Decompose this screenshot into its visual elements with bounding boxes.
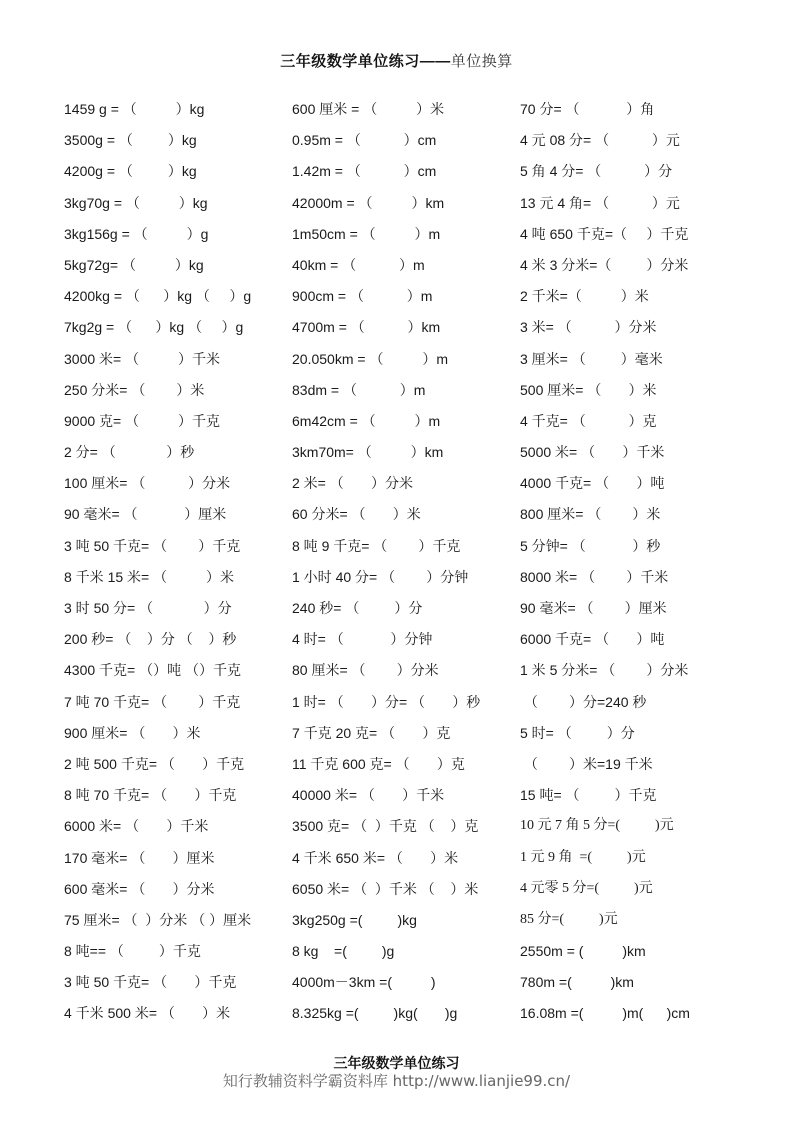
exercise-item: 4700m = （ ）km: [292, 319, 441, 336]
footer-title: 三年级数学单位练习: [333, 1055, 460, 1071]
exercise-item: 20.050km = （ ）m: [292, 350, 448, 367]
exercise-item: 3 吨 50 千克= （ ）千克: [64, 974, 237, 991]
exercise-item: 1 元 9 角 =( )元: [520, 849, 646, 865]
exercise-item: 3 吨 50 千克= （ ）千克: [64, 537, 241, 554]
title-sub: 单位换算: [450, 52, 513, 70]
exercise-item: 7kg2g = （ ）kg （ ）g: [64, 319, 244, 336]
exercise-item: 3km70m= （ ）km: [292, 444, 444, 461]
exercise-item: 3500 克= （ ）千克 （ ）克: [292, 818, 479, 835]
exercise-item: 2 米= （ ）分米: [292, 475, 413, 492]
exercise-grid: [64, 98, 748, 1034]
exercise-item: 2 千米=（ ）米: [520, 288, 649, 305]
exercise-item: 600 毫米= （ ）分米: [64, 880, 215, 897]
exercise-item: 800 厘米= （ ）米: [520, 506, 661, 523]
exercise-item: 4 元零 5 分=( )元: [520, 880, 653, 896]
exercise-item: 1459 g = （ ）kg: [64, 101, 205, 117]
exercise-item: 42000m = （ ）km: [292, 194, 445, 211]
exercise-item: 60 分米= （ ）米: [292, 506, 421, 523]
exercise-item: 6m42cm = （ ）m: [292, 412, 441, 429]
exercise-item: 6050 米= （ ）千米 （ ）米: [292, 880, 479, 897]
exercise-item: 4300 千克= （）吨 （）千克: [64, 662, 241, 679]
exercise-item: 1.42m = （ ）cm: [292, 163, 437, 180]
exercise-item: 4 吨 650 千克=（ ）千克: [520, 225, 689, 242]
exercise-item: （ ）分=240 秒: [520, 693, 647, 710]
exercise-item: 3000 米= （ ）千米: [64, 350, 220, 367]
exercise-item: 3kg70g = （ ）kg: [64, 194, 208, 211]
exercise-item: 83dm = （ ）m: [292, 381, 426, 398]
exercise-item: 8.325kg =( )kg( )g: [292, 1005, 458, 1022]
exercise-item: 4000 千克= （ ）吨: [520, 475, 665, 492]
exercise-item: 2 吨 500 千克= （ ）千克: [64, 755, 245, 772]
exercise-item: 3500g = （ ）kg: [64, 132, 197, 149]
exercise-item: 4000m－3km =( ): [292, 974, 436, 991]
exercise-item: 5 时= （ ）分: [520, 724, 635, 741]
footer-source: 知行教辅资料学霸资料库 http://www.lianjie99.cn/: [222, 1072, 571, 1090]
exercise-item: 4200g = （ ）kg: [64, 163, 197, 180]
exercise-item: 8 吨 9 千克= （ ）千克: [292, 537, 461, 554]
exercise-item: 10 元 7 角 5 分=( )元: [520, 818, 674, 834]
exercise-item: 90 毫米= （ ）厘米: [64, 506, 227, 523]
exercise-item: 4 千克= （ ）克: [520, 412, 657, 429]
exercise-item: 500 厘米= （ ）米: [520, 381, 657, 398]
exercise-item: 3kg156g = （ ）g: [64, 225, 209, 242]
exercise-item: 3 时 50 分= （ ）分: [64, 600, 232, 616]
exercise-item: 170 毫米= （ ）厘米: [64, 849, 215, 866]
exercise-item: 6000 千克= （ ）吨: [520, 631, 665, 648]
exercise-item: 5 角 4 分= （ ）分: [520, 163, 673, 180]
exercise-item: 80 厘米= （ ）分米: [292, 662, 439, 679]
exercise-item: 8000 米= （ ）千米: [520, 568, 669, 585]
exercise-item: 7 吨 70 千克= （ ）千克: [64, 693, 241, 710]
exercise-item: 4 元 08 分= （ ）元: [520, 132, 680, 149]
exercise-item: 3 厘米= （ ）毫米: [520, 350, 663, 367]
exercise-item: 4200kg = （ ）kg （ ）g: [64, 288, 252, 305]
exercise-item: 900cm = （ ）m: [292, 288, 433, 305]
exercise-item: 780m =( )km: [520, 974, 634, 991]
exercise-item: 4 千米 500 米= （ ）米: [64, 1005, 231, 1022]
exercise-item: 40000 米= （ ）千米: [292, 787, 445, 804]
exercise-item: 200 秒= （ ）分 （ ）秒: [64, 631, 237, 648]
exercise-item: 9000 克= （ ）千克: [64, 412, 220, 429]
exercise-item: 8 kg =( )g: [292, 943, 395, 960]
exercise-item: 1 时= （ ）分= （ ）秒: [292, 693, 481, 710]
exercise-item: 40km = （ ）m: [292, 256, 425, 273]
exercise-item: 240 秒= （ ）分: [292, 600, 423, 616]
exercise-item: 5 分钟= （ ）秒: [520, 537, 661, 554]
exercise-item: 4 时= （ ）分钟: [292, 631, 433, 648]
exercise-item: 900 厘米= （ ）米: [64, 724, 201, 741]
title-main: 三年级数学单位练习——: [280, 53, 451, 70]
exercise-item: 15 吨= （ ）千克: [520, 787, 657, 804]
exercise-item: 4 千米 650 米= （ ）米: [292, 849, 459, 866]
exercise-item: 5000 米= （ ）千米: [520, 444, 665, 461]
exercise-item: 70 分= （ ）角: [520, 101, 655, 117]
exercise-item: 8 千米 15 米= （ ）米: [64, 568, 234, 585]
exercise-item: 13 元 4 角= （ ）元: [520, 194, 680, 211]
exercise-item: 11 千克 600 克= （ ）克: [292, 755, 465, 772]
exercise-item: 600 厘米 = （ ）米: [292, 101, 445, 117]
exercise-item: 1 小时 40 分= （ ）分钟: [292, 568, 469, 585]
exercise-item: 2550m = ( )km: [520, 943, 646, 960]
exercise-item: 1 米 5 分米= （ ）分米: [520, 662, 689, 679]
exercise-item: 3kg250g =( )kg: [292, 911, 417, 928]
exercise-item: 75 厘米= （ ）分米 （ ）厘米: [64, 911, 252, 928]
exercise-item: （ ）米=19 千米: [520, 755, 653, 772]
exercise-item: 250 分米= （ ）米: [64, 381, 205, 398]
exercise-item: 3 米= （ ）分米: [520, 319, 657, 336]
exercise-item: 8 吨== （ ）千克: [64, 943, 201, 960]
page-title: [0, 50, 793, 71]
exercise-item: 0.95m = （ ）cm: [292, 132, 437, 149]
exercise-item: 7 千克 20 克= （ ）克: [292, 724, 451, 741]
exercise-item: 2 分= （ ）秒: [64, 444, 195, 461]
exercise-item: 5kg72g= （ ）kg: [64, 256, 204, 273]
exercise-item: 90 毫米= （ ）厘米: [520, 600, 667, 616]
exercise-item: 4 米 3 分米=（ ）分米: [520, 256, 689, 273]
exercise-item: 6000 米= （ ）千米: [64, 818, 209, 835]
exercise-item: 100 厘米= （ ）分米: [64, 475, 231, 492]
exercise-item: 85 分=( )元: [520, 911, 618, 927]
exercise-item: 1m50cm = （ ）m: [292, 225, 441, 242]
exercise-item: 16.08m =( )m( )cm: [520, 1005, 690, 1022]
exercise-item: 8 吨 70 千克= （ ）千克: [64, 787, 237, 804]
